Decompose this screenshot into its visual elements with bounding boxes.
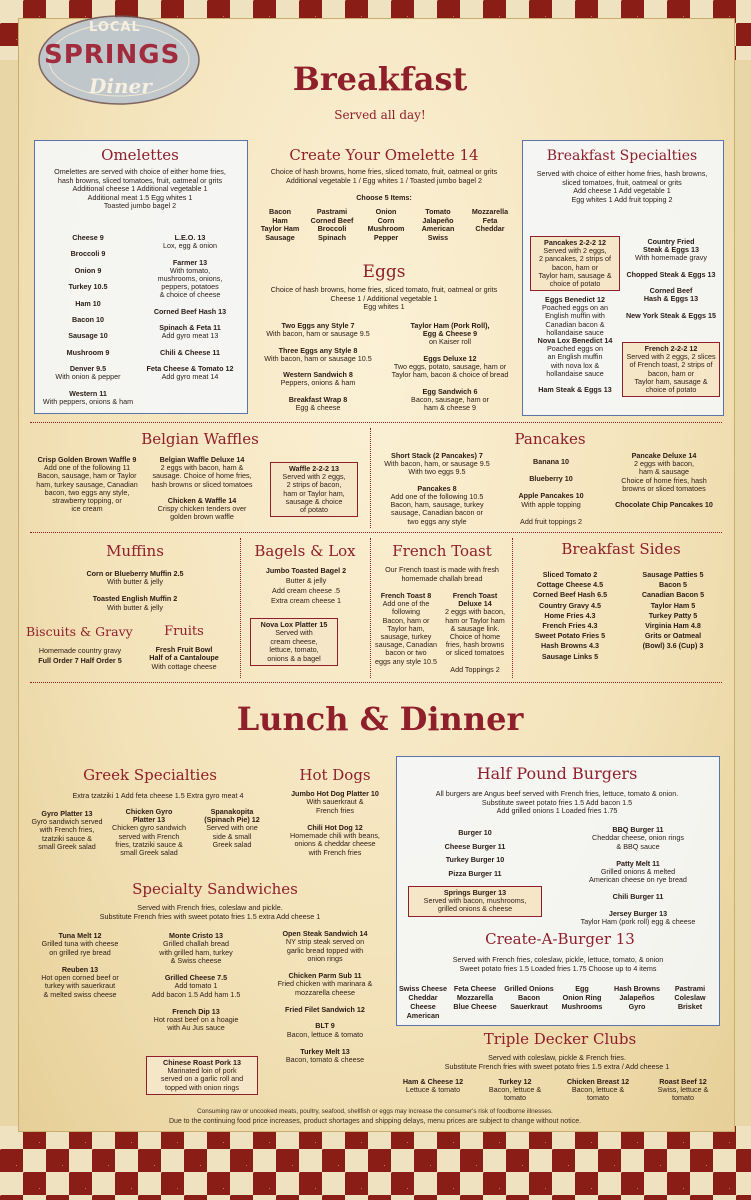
clubs-intro: Served with coleslaw, pickle & French fries. Substitute French fries with sweet potato fries 1.5 extra / Add cheese 1 [444, 1053, 670, 1071]
muffins-items: Corn or Blueberry Muffin 2.5 With butter & jelly Toasted English Muffin 2 With butter & jelly [86, 569, 184, 612]
omelette-items-col3: Onion Corn Mushroom Pepper [367, 207, 405, 242]
sides-left: Sliced Tomato 2 Cottage Cheese 4.5 Corned Beef Hash 6.5 Country Gravy 4.5 Home Fries 4.3 French Fries 4.3 Sweet Potato Fries 5 Hash Browns 4.3 Sausage Links 5 [532, 570, 608, 661]
burgers-title: Half Pound Burgers [476, 764, 638, 783]
logo-line-diner: Diner [89, 74, 152, 98]
sandwiches-title: Specialty Sandwiches [132, 880, 298, 898]
create-burger-intro: Served with French fries, coleslaw, pickle, lettuce, tomato, & onion Sweet potato fries 1.5 Loaded fries 1.75 Choose up to 4 items [452, 955, 664, 973]
pancakes-222-box: Pancakes 2-2-2 12 Served with 2 eggs, 2 pancakes, 2 strips of bacon, ham or Taylor ham, sausage & choice of potato [530, 236, 620, 291]
logo-line-springs: SPRINGS [44, 40, 181, 70]
sandwiches-col3: Open Steak Sandwich 14 NY strip steak served on garlic bread topped with onion rings Chicken Parm Sub 11 Fried chicken with marinara & mozzarella cheese Fried Filet Sandwich 12 BLT 9 Bacon, lettuce & tomato Turkey Melt 13 Bacon, tomato & cheese [277, 929, 373, 1065]
eggs-intro: Choice of hash browns, home fries, sliced tomato, fruit, oatmeal or grits Cheese 1 / Additional vegetable 1 Egg whites 1 [270, 285, 498, 312]
french-222-box: French 2-2-2 12 Served with 2 eggs, 2 slices of French toast, 2 strips of bacon, ham or Taylor ham, sausage & choice of potato [622, 342, 720, 397]
nova-lox-platter-box: Nova Lox Platter 15 Served with cream cheese, lettuce, tomato, onions & a bagel [250, 618, 338, 666]
burger-items-col2: Feta Cheese Mozzarella Blue Cheese [453, 984, 497, 1011]
greek-gyro: Gyro Platter 13 Gyro sandwich served with French fries, tzatziki sauce & small Greek salad [31, 809, 103, 851]
greek-spanakopita: Spanakopita (Spinach Pie) 12 Served with one side & small Greek salad [204, 807, 260, 849]
lunch-dinner-title: Lunch & Dinner [236, 700, 524, 738]
separator-v2 [240, 538, 241, 678]
french-toast-title: French Toast [392, 542, 492, 560]
eggs-right: Taylor Ham (Pork Roll), Egg & Cheese 9 on Kaiser roll Eggs Deluxe 12 Two eggs, potato, sausage, ham or Taylor ham, bacon & choice of bread Egg Sandwich 6 Bacon, sausage, ham or ham & cheese 9 [391, 321, 509, 413]
club-ham-cheese: Ham & Cheese 12 Lettuce & tomato [402, 1077, 464, 1095]
burger-items-col1: Swiss Cheese Cheddar Cheese American [399, 984, 447, 1020]
create-omelette-choose: Choose 5 Items: [356, 193, 412, 202]
sides-title: Breakfast Sides [561, 540, 681, 558]
create-omelette-title: Create Your Omelette 14 [289, 146, 479, 164]
french-toast-intro: Our French toast is made with fresh homemade challah bread [385, 565, 499, 583]
burgers-left: Burger 10 Cheese Burger 11 Turkey Burger 10 Pizza Burger 11 [444, 828, 506, 878]
greek-chicken: Chicken Gyro Platter 13 Chicken gyro sandwich served with French fries, tzatziki sauce & small Greek salad [112, 807, 186, 858]
club-roast-beef: Roast Beef 12 Swiss, lettuce & tomato [657, 1077, 709, 1103]
fruits-items: Fresh Fruit Bowl Half of a Cantaloupe With cottage cheese [149, 645, 219, 671]
footer-disclaimer-1: Consuming raw or uncooked meats, poultry, seafood, shellfish or eggs may increase the consumer's risk of foodborne illnesses. [197, 1108, 553, 1115]
omelettes-list-left: Cheese 9 Broccoli 9 Onion 9 Turkey 10.5 Ham 10 Bacon 10 Sausage 10 Mushroom 9 Denver 9.5 With onion & pepper Western 11 With peppers, onions & ham [42, 233, 134, 407]
sandwiches-intro: Served with French fries, coleslaw and pickle. Substitute French fries with sweet potato fries 1.5 extra Add cheese 1 [99, 903, 321, 921]
eggs-title: Eggs [362, 262, 406, 282]
french-toast-right: French Toast Deluxe 14 2 eggs with bacon, ham or Taylor ham & sausage link. Choice of home fries, hash browns or sliced tomatoes Add Toppings 2 [445, 591, 505, 674]
separator-1 [30, 422, 722, 423]
specialties-left-col: Eggs Benedict 12 Poached eggs on an English muffin with Canadian bacon & hollandaise sauce Nova Lox Benedict 14 Poached eggs on an English muffin with nova lox & hollandaise sauce Ham Steak & Eggs 13 [537, 295, 613, 395]
separator-3 [30, 682, 722, 683]
eggs-left: Two Eggs any Style 7 With bacon, ham or sausage 9.5 Three Eggs any Style 8 With bacon, ham or sausage 10.5 Western Sandwich 8 Peppers, onions & ham Breakfast Wrap 8 Egg & cheese [264, 321, 372, 413]
omelette-items-col4: Tomato Jalapeño American Swiss [421, 207, 455, 242]
burgers-intro: All burgers are Angus beef served with French fries, lettuce, tomato & onion. Substitute sweet potato fries 1.5 Add bacon 1.5 Add grilled onions 1 Loaded fries 1.75 [435, 789, 679, 816]
pancakes-short: Short Stack (2 Pancakes) 7 With bacon, ham, or sausage 9.5 With two eggs 9.5 Pancakes 8 Add one of the following 10.5 Bacon, ham, sausage, turkey sausage, Canadian bacon or two eggs any style [384, 451, 490, 526]
omelette-items-col1: Bacon Ham Taylor Ham Sausage [260, 207, 300, 242]
separator-v4 [512, 538, 513, 678]
clubs-title: Triple Decker Clubs [483, 1030, 637, 1048]
specialties-intro: Served with choice of either home fries, hash browns, sliced tomatoes, fruit, oatmeal or grits Add cheese 1 Add vegetable 1 Egg whites 1 Add fruit topping 2 [536, 169, 708, 204]
burger-items-col6: Pastrami Coleslaw Brisket [674, 984, 706, 1011]
logo-line-local: LOCAL [89, 20, 141, 35]
chinese-roast-pork-box: Chinese Roast Pork 13 Marinated loin of pork served on a garlic roll and topped with onion rings [146, 1056, 258, 1095]
burgers-right: BBQ Burger 11 Cheddar cheese, onion rings & BBQ sauce Patty Melt 11 Grilled onions & melted American cheese on rye bread Chili Burger 11 Jersey Burger 13 Taylor Ham (pork roll) egg & cheese [580, 825, 696, 927]
create-burger-title: Create-A-Burger 13 [485, 930, 635, 948]
separator-v3 [370, 538, 371, 678]
bagels-items: Jumbo Toasted Bagel 2 Butter & jelly Add cream cheese .5 Extra cream cheese 1 [265, 566, 347, 605]
breakfast-title: Breakfast [292, 60, 468, 98]
create-omelette-intro: Choice of hash browns, home fries, sliced tomato, fruit, oatmeal or grits Additional vegetable 1 / Egg whites 1 / Toasted jumbo bagel 2 [270, 167, 498, 185]
pancakes-deluxe: Pancake Deluxe 14 2 eggs with bacon, ham & sausage Choice of home fries, hash browns or sliced tomatoes Chocolate Chip Pancakes 10 [615, 451, 713, 510]
omelettes-intro: Omelettes are served with choice of either home fries, hash browns, sliced tomatoes, fruit, oatmeal or grits Additional cheese 1 Additional vegetable 1 Additional meat 1.5 Egg whites 1 Toasted jumbo bagel 2 [54, 167, 226, 211]
waffles-title: Belgian Waffles [141, 430, 259, 448]
waffle-222-box: Waffle 2-2-2 13 Served with 2 eggs, 2 strips of bacon, ham or Taylor ham, sausage & choice of potato [270, 462, 358, 517]
pancakes-title: Pancakes [514, 430, 586, 448]
checkered-border-bottom [0, 1126, 751, 1200]
separator-v1 [370, 428, 371, 528]
burger-items-col3: Grilled Onions Bacon Sauerkraut [504, 984, 554, 1011]
french-toast-left: French Toast 8 Add one of the following Bacon, ham or Taylor ham, sausage, turkey sausage, Canadian bacon or two eggs any style 10.5 [375, 591, 437, 666]
biscuits-title: Biscuits & Gravy [26, 624, 133, 639]
springs-burger-box: Springs Burger 13 Served with bacon, mushrooms, grilled onions & cheese [408, 886, 542, 917]
breakfast-subtitle: Served all day! [334, 108, 426, 122]
club-chicken-breast: Chicken Breast 12 Bacon, lettuce & tomato [566, 1077, 630, 1103]
footer-disclaimer-2: Due to the continuing food price increases, product shortages and shipping delays, menu prices are subject to change without notice. [168, 1118, 582, 1125]
diner-logo [34, 12, 204, 112]
burger-items-col5: Hash Browns Jalapeños Gyro [614, 984, 660, 1011]
omelette-items-col2: Pastrami Corned Beef Broccoli Spinach [310, 207, 354, 242]
omelettes-title: Omelettes [101, 146, 179, 164]
sandwiches-col2: Monte Cristo 13 Grilled challah bread with grilled ham, turkey & Swiss cheese Grilled Cheese 7.5 Add tomato 1 Add bacon 1.5 Add ham 1.5 French Dip 13 Hot roast beef on a hoagie with Au Jus sauce [151, 931, 241, 1033]
sides-right: Sausage Patties 5 Bacon 5 Canadian Bacon 5 Taylor Ham 5 Turkey Patty 5 Virginia Ham 4.8 Grits or Oatmeal (Bowl) 3.6 (Cup) 3 [641, 570, 705, 651]
club-turkey: Turkey 12 Bacon, lettuce & tomato [488, 1077, 542, 1103]
muffins-title: Muffins [106, 542, 164, 560]
greek-intro: Extra tzatziki 1 Add feta cheese 1.5 Extra gyro meat 4 [72, 791, 244, 800]
hotdogs-title: Hot Dogs [299, 766, 371, 784]
fruits-title: Fruits [164, 624, 204, 639]
omelettes-list-right: L.E.O. 13 Lox, egg & onion Farmer 13 With tomato, mushrooms, onions, peppers, potatoes & choice of cheese Corned Beef Hash 13 Spinach & Feta 11 Add gyro meat 13 Chili & Cheese 11 Feta Cheese & Tomato 12 Add gyro meat 14 [146, 233, 234, 382]
specialties-title: Breakfast Specialties [546, 148, 698, 164]
specialties-right-col: Country Fried Steak & Eggs 13 With homemade gravy Chopped Steak & Eggs 13 Corned Beef Hash & Eggs 13 New York Steak & Eggs 15 [625, 237, 716, 320]
pancakes-mid: Banana 10 Blueberry 10 Apple Pancakes 10 With apple topping Add fruit toppings 2 [518, 457, 584, 527]
separator-2 [30, 532, 722, 533]
omelette-items-col5: Mozzarella Feta Cheddar [471, 207, 509, 234]
hotdogs-items: Jumbo Hot Dog Platter 10 With sauerkraut & French fries Chili Hot Dog 12 Homemade chili with beans, onions & cheddar cheese with French fries [290, 789, 380, 857]
sandwiches-col1: Tuna Melt 12 Grilled tuna with cheese on grilled rye bread Reuben 13 Hot open corned beef or turkey with sauerkraut & melted swiss cheese [41, 931, 119, 999]
waffles-crisp: Crisp Golden Brown Waffle 9 Add one of the following 11 Bacon, sausage, ham or Taylor ham, turkey sausage, Canadian bacon, two eggs any style, strawberry topping, or ice cream [36, 455, 138, 514]
biscuits-items: Homemade country gravy Full Order 7 Half Order 5 [38, 646, 122, 665]
bagels-title: Bagels & Lox [254, 542, 356, 560]
greek-title: Greek Specialties [83, 766, 217, 784]
burger-items-col4: Egg Onion Ring Mushrooms [561, 984, 603, 1011]
waffles-deluxe: Belgian Waffle Deluxe 14 2 eggs with bacon, ham & sausage. Choice of home fries, hash browns or sliced tomatoes Chicken & Waffle 14 Crispy chicken tenders over golden brown waffle [151, 455, 253, 522]
